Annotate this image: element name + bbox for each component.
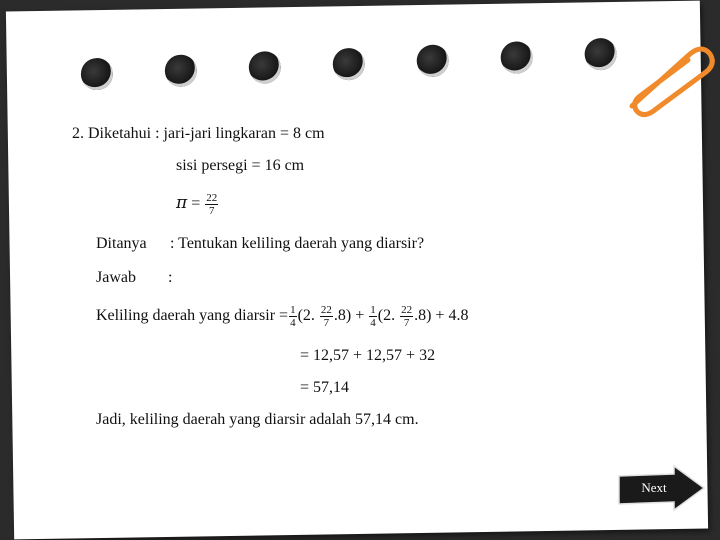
conclusion: Jadi, keliling daerah yang diarsir adalah 57,14 cm.: [96, 411, 419, 428]
square-side-line: sisi persegi = 16 cm: [176, 157, 305, 174]
asked-text: : Tentukan keliling daerah yang diarsir?: [170, 235, 425, 252]
known-line: [72, 124, 325, 144]
calc-open: (2.: [297, 307, 315, 325]
quarter-fraction: $\frac{1}{4}$: [370, 304, 376, 329]
pi-equals: =: [191, 195, 201, 213]
pi-numerator: 22: [206, 192, 218, 204]
pi-symbol: π: [176, 193, 188, 214]
answer-label: Jawab: [96, 269, 136, 286]
pi-fraction: [205, 192, 218, 217]
calc-line-2: = 12,57 + 12,57 + 32: [300, 347, 436, 364]
asked-label: Ditanya: [96, 235, 147, 252]
calc-line-3: = 57,14: [300, 379, 350, 396]
calc-lead: Keliling daerah yang diarsir =: [96, 307, 289, 325]
quarter-fraction: $\frac{1}{4}$: [290, 304, 296, 329]
calc-close: .8) +: [333, 307, 365, 325]
radius-value: jari-jari lingkaran = 8 cm: [163, 125, 325, 142]
calc-close-last: .8) + 4.8: [414, 307, 469, 325]
known-label: 2. Diketahui :: [72, 125, 160, 142]
calc-open: (2.: [377, 307, 396, 325]
pi-fraction-inline: $\frac{22}{7}$: [401, 304, 413, 329]
pi-definition: [176, 192, 219, 217]
pi-denominator: 7: [208, 205, 215, 217]
answer-colon: :: [168, 269, 173, 286]
next-label[interactable]: Next: [641, 480, 667, 495]
pi-fraction-inline: $\frac{22}{7}$: [320, 304, 332, 329]
calc-line-1: [96, 304, 468, 329]
